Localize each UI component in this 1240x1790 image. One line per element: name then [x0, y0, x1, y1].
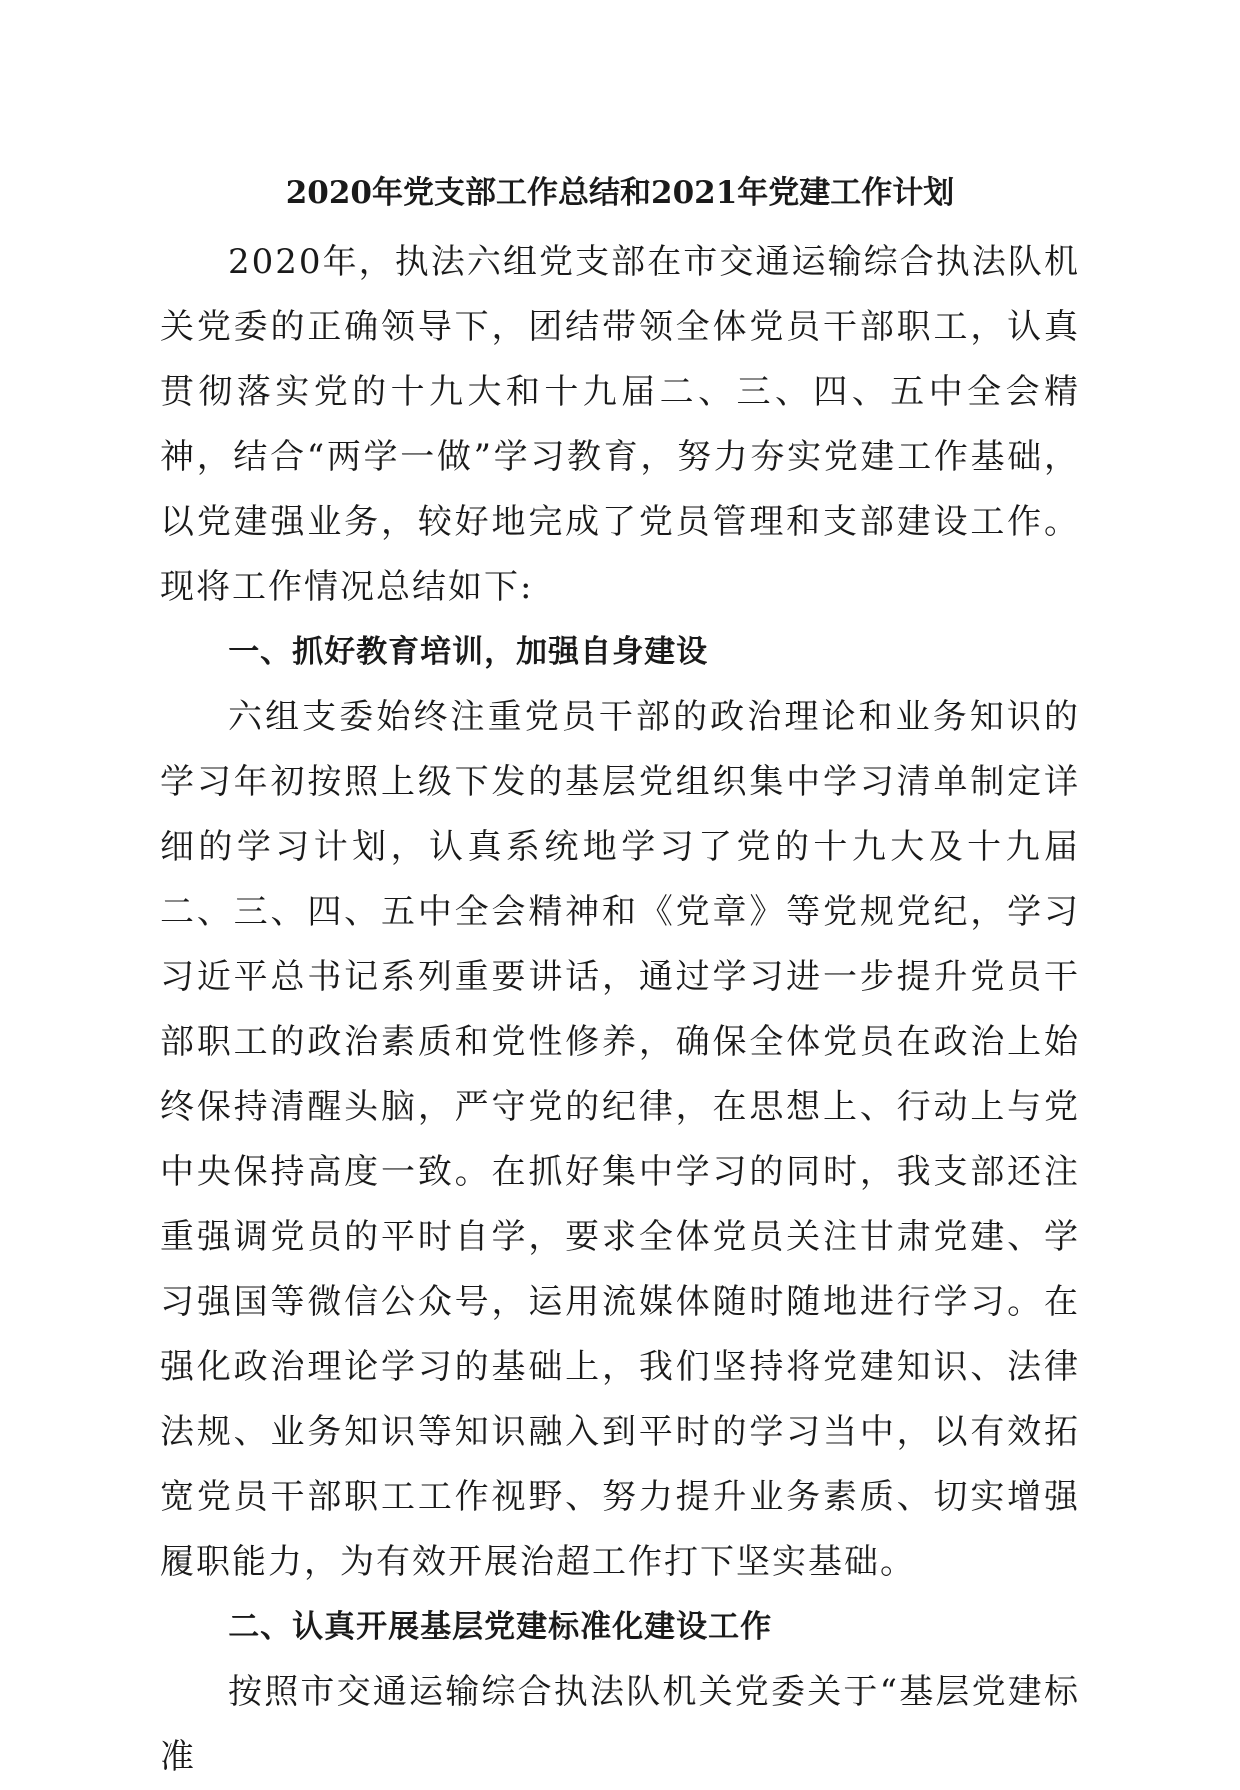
section-1-heading: 一、抓好教育培训，加强自身建设 — [228, 634, 709, 670]
intro-paragraph: 2020年，执法六组党支部在市交通运输综合执法队机关党委的正确领导下，团结带领全体党员干部职工，认真贯彻落实党的十九大和十九届二、三、四、五中全会精神，结合“两学一做”学习教育，努力夯实党建工作基础，以党建强业务，较好地完成了党员管理和支部建设工作。现将工作情况总结如下: — [160, 242, 1080, 607]
document-title: 2020年党支部工作总结和2021年党建工作计划 — [285, 175, 955, 211]
section-1-paragraph: 六组支委始终注重党员干部的政治理论和业务知识的学习年初按照上级下发的基层党组织集中学习清单制定详细的学习计划，认真系统地学习了党的十九大及十九届二、三、四、五中全会精神和《党章》等党规党纪，学习习近平总书记系列重要讲话，通过学习进一步提升党员干部职工的政治素质和党性修养，确保全体党员在政治上始终保持清醒头脑，严守党的纪律，在思想上、行动上与党中央保持高度一致。在抓好集中学习的同时，我支部还注重强调党员的平时自学，要求全体党员关注甘肃党建、学习强国等微信公众号，运用流媒体随时随地进行学习。在强化政治理论学习的基础上，我们坚持将党建知识、法律法规、业务知识等知识融入到平时的学习当中，以有效拓宽党员干部职工工作视野、努力提升业务素质、切实增强履职能力，为有效开展治超工作打下坚实基础。 — [160, 697, 1080, 1582]
section-2-paragraph: 按照市交通运输综合执法队机关党委关于“基层党建标准 — [160, 1672, 1080, 1777]
section-2-heading: 二、认真开展基层党建标准化建设工作 — [228, 1609, 773, 1645]
document-body — [160, 168, 1080, 1790]
